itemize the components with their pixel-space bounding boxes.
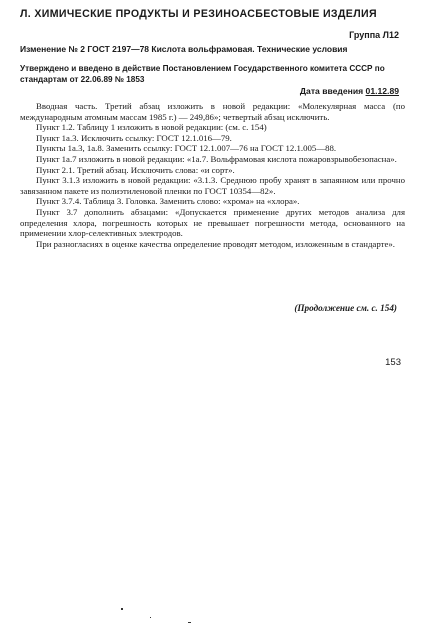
continuation-note: (Продолжение см. с. 154) — [294, 303, 397, 313]
paragraph: Пункт 1а.3. Исключить ссылку: ГОСТ 12.1.016—79. — [36, 132, 232, 143]
amendment-title: Изменение № 2 ГОСТ 2197—78 Кислота вольфрамовая. Технические условия — [20, 44, 348, 54]
paragraph: Пункт 1.2. Таблицу 1 изложить в новой редакции: (см. с. 154) — [36, 122, 267, 133]
scan-speck — [121, 608, 123, 610]
scan-speck — [188, 622, 191, 623]
paragraph: Пункт 1а.7 изложить в новой редакции: «1а.7. Вольфрамовая кислота пожаровзрывобезопасна». — [36, 153, 397, 164]
scan-speck — [150, 617, 151, 618]
effective-date-label: Дата введения — [299, 86, 364, 96]
page-number: 153 — [385, 357, 401, 368]
effective-date-line — [300, 86, 399, 96]
group-code: Группа Л12 — [349, 30, 399, 40]
paragraph: Пункт 3.1.3 изложить в новой редакции: «3.1.3. Среднюю пробу хранят в запаянном или прочно завязанном пакете из полиэтиленовой пленки по ГОСТ 10354—82». — [20, 175, 405, 196]
effective-date: 01.12.89 — [365, 86, 399, 96]
paragraph: При разногласиях в оценке качества определение проводят методом, изложенным в стандарте». — [36, 238, 395, 249]
paragraph: Пункты 1а.3, 1а.8. Заменить ссылку: ГОСТ 12.1.007—76 на ГОСТ 12.1.005—88. — [36, 143, 337, 154]
paragraph: Пункт 3.7 дополнить абзацами: «Допускается применение других методов анализа для определения хлора, погрешность которых не превышает погрешности метода, основанного на применении хлор-селективных электродов. — [20, 206, 405, 239]
paragraph: Пункт 2.1. Третий абзац. Исключить слова: «и сорт». — [36, 164, 235, 175]
paragraph: Вводная часть. Третий абзац изложить в новой редакции: «Молекулярная масса (по международным атомным массам 1985 г.) — 249,86»; четвертый абзац исключить. — [20, 101, 405, 122]
section-header: Л. ХИМИЧЕСКИЕ ПРОДУКТЫ И РЕЗИНОАСБЕСТОВЫЕ ИЗДЕЛИЯ — [20, 8, 377, 20]
amendment-body — [20, 101, 405, 249]
approval-statement: Утверждено и введено в действие Постановлением Государственного комитета СССР по стандартам от 22.06.89 № 1853 — [20, 64, 385, 84]
paragraph: Пункт 3.7.4. Таблица 3. Головка. Заменить слово: «хрома» на «хлора». — [36, 196, 300, 207]
